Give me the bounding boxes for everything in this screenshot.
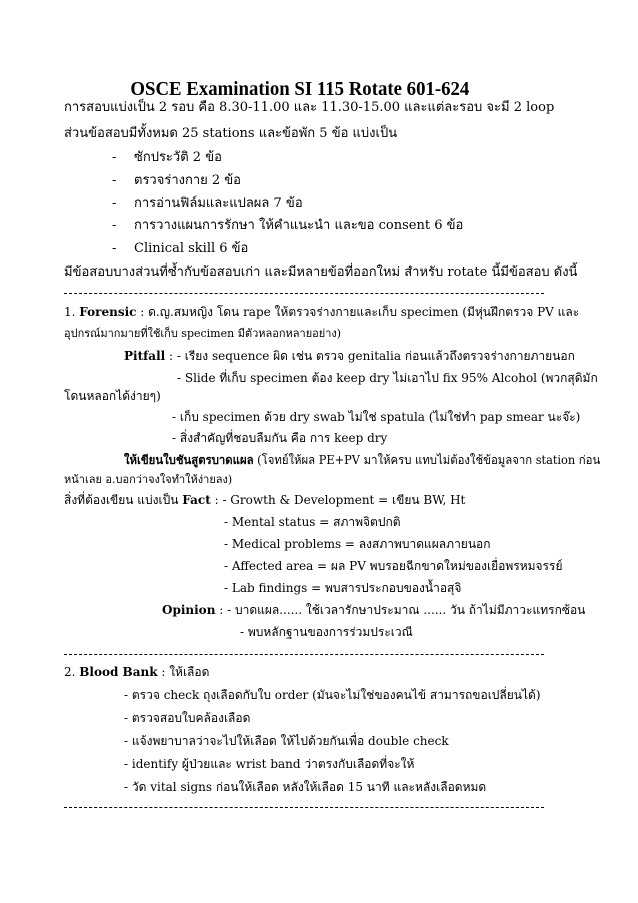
- list-bullet: -: [112, 218, 117, 233]
- list-item: Clinical skill 6 ข้อ: [134, 241, 249, 256]
- write-intro: สิ่งที่ต้องเขียน แบ่งเป็น: [64, 493, 183, 507]
- fact-item: : - Growth & Development = เขียน BW, Ht: [210, 493, 466, 507]
- pitfall-line: [124, 350, 575, 364]
- intro-line-2: ส่วนข้อสอบมีทั้งหมด 25 stations และข้อพัก 5 ข้อ แบ่งเป็น: [64, 126, 398, 141]
- certificate-line: [124, 454, 600, 468]
- opinion-item: - พบหลักฐานของการร่วมประเวณี: [240, 625, 413, 639]
- document-title: OSCE Examination SI 115 Rotate 601-624: [130, 78, 470, 100]
- pitfall-line: โดนหลอกได้ง่ายๆ): [64, 389, 161, 403]
- fact-item: - Medical problems = ลงสภาพบาดแผลภายนอก: [224, 537, 491, 551]
- section-divider: [64, 293, 544, 294]
- section-title: Blood Bank: [79, 665, 158, 679]
- section-subtitle: : ให้เลือด: [157, 665, 210, 679]
- bloodbank-item: - identify ผู้ป่วยและ wrist band ว่าตรงกับเลือดที่จะให้: [124, 757, 415, 771]
- pitfall-label: Pitfall: [124, 349, 166, 363]
- certificate-text: (โจทย์ให้ผล PE+PV มาให้ครบ แทบไม่ต้องใช้ข้อมูลจาก station ก่อน: [253, 453, 601, 467]
- pitfall-text: : - เรียง sequence ผิด เช่น ตรวจ genitalia ก่อนแล้วถึงตรวจร่างกายภายนอก: [165, 349, 575, 363]
- list-item: ซักประวัติ 2 ข้อ: [134, 150, 222, 165]
- forensic-heading: [64, 306, 579, 320]
- fact-item: - Lab findings = พบสารประกอบของน้ำอสุจิ: [224, 581, 462, 595]
- fact-item: - Mental status = สภาพจิตปกติ: [224, 515, 401, 529]
- opinion-label: Opinion: [162, 603, 216, 617]
- list-bullet: -: [112, 150, 117, 165]
- pitfall-line: - เก็บ specimen ด้วย dry swab ไม่ใช่ spatula (ไม่ใช่ทำ pap smear นะจ๊ะ): [172, 410, 581, 424]
- list-item: การวางแผนการรักษา ให้คำแนะนำ และขอ consent 6 ข้อ: [134, 218, 464, 233]
- section-number: 2.: [64, 665, 76, 679]
- list-item: ตรวจร่างกาย 2 ข้อ: [134, 173, 241, 188]
- section-number: 1.: [64, 305, 76, 319]
- list-bullet: -: [112, 241, 117, 256]
- bloodbank-item: - วัด vital signs ก่อนให้เลือด หลังให้เลือด 15 นาที และหลังเลือดหมด: [124, 780, 487, 794]
- intro-line-3: มีข้อสอบบางส่วนที่ซ้ำกับข้อสอบเก่า และมีหลายข้อที่ออกใหม่ สำหรับ rotate นี้มีข้อสอบ ดังนี้: [64, 265, 578, 280]
- intro-line-1: การสอบแบ่งเป็น 2 รอบ คือ 8.30-11.00 และ 11.30-15.00 และแต่ละรอบ จะมี 2 loop: [64, 100, 555, 115]
- fact-item: - Affected area = ผล PV พบรอยฉีกขาดใหม่ของเยื่อพรหมจรรย์: [224, 559, 563, 573]
- pitfall-line: - Slide ที่เก็บ specimen ต้อง keep dry ไม่เอาไป fix 95% Alcohol (พวกสุดิมัก: [177, 371, 598, 385]
- section-divider: [64, 807, 544, 808]
- bloodbank-heading: [64, 666, 209, 680]
- forensic-case-text: : ด.ญ.สมหญิง โดน rape ให้ตรวจร่างกายและเก็บ specimen (มีหุ่นฝึกตรวจ PV และ: [136, 305, 580, 319]
- forensic-case-text-2: อุปกรณ์มากมายที่ใช้เก็บ specimen มีตัวหลอกหลายอย่าง): [64, 327, 342, 340]
- fact-label: Fact: [182, 493, 211, 507]
- section-divider: [64, 654, 544, 655]
- list-item: การอ่านฟิล์มและแปลผล 7 ข้อ: [134, 196, 303, 211]
- list-bullet: -: [112, 196, 117, 211]
- certificate-title: ให้เขียนใบชันสูตรบาดแผล: [124, 453, 254, 467]
- opinion-item: : - บาดแผล...... ใช้เวลารักษาประมาณ ...... วัน ถ้าไม่มีภาวะแทรกซ้อน: [215, 603, 586, 617]
- bloodbank-item: - ตรวจสอบใบคล้องเลือด: [124, 711, 251, 725]
- pitfall-line: - สิ่งสำคัญที่ชอบลืมกัน คือ การ keep dry: [172, 431, 388, 445]
- opinion-line: [162, 604, 585, 618]
- list-bullet: -: [112, 173, 117, 188]
- bloodbank-item: - ตรวจ check ถุงเลือดกับใบ order (มันจะไม่ใช่ของคนไข้ สามารถขอเปลี่ยนได้): [124, 688, 541, 702]
- fact-line: [64, 494, 465, 508]
- bloodbank-item: - แจ้งพยาบาลว่าจะไปให้เลือด ให้ไปด้วยกันเพื่อ double check: [124, 734, 449, 748]
- certificate-text-2: หน้าเลย อ.บอกว่าจงใจทำให้ง่ายลง): [64, 473, 233, 486]
- section-title: Forensic: [79, 305, 137, 319]
